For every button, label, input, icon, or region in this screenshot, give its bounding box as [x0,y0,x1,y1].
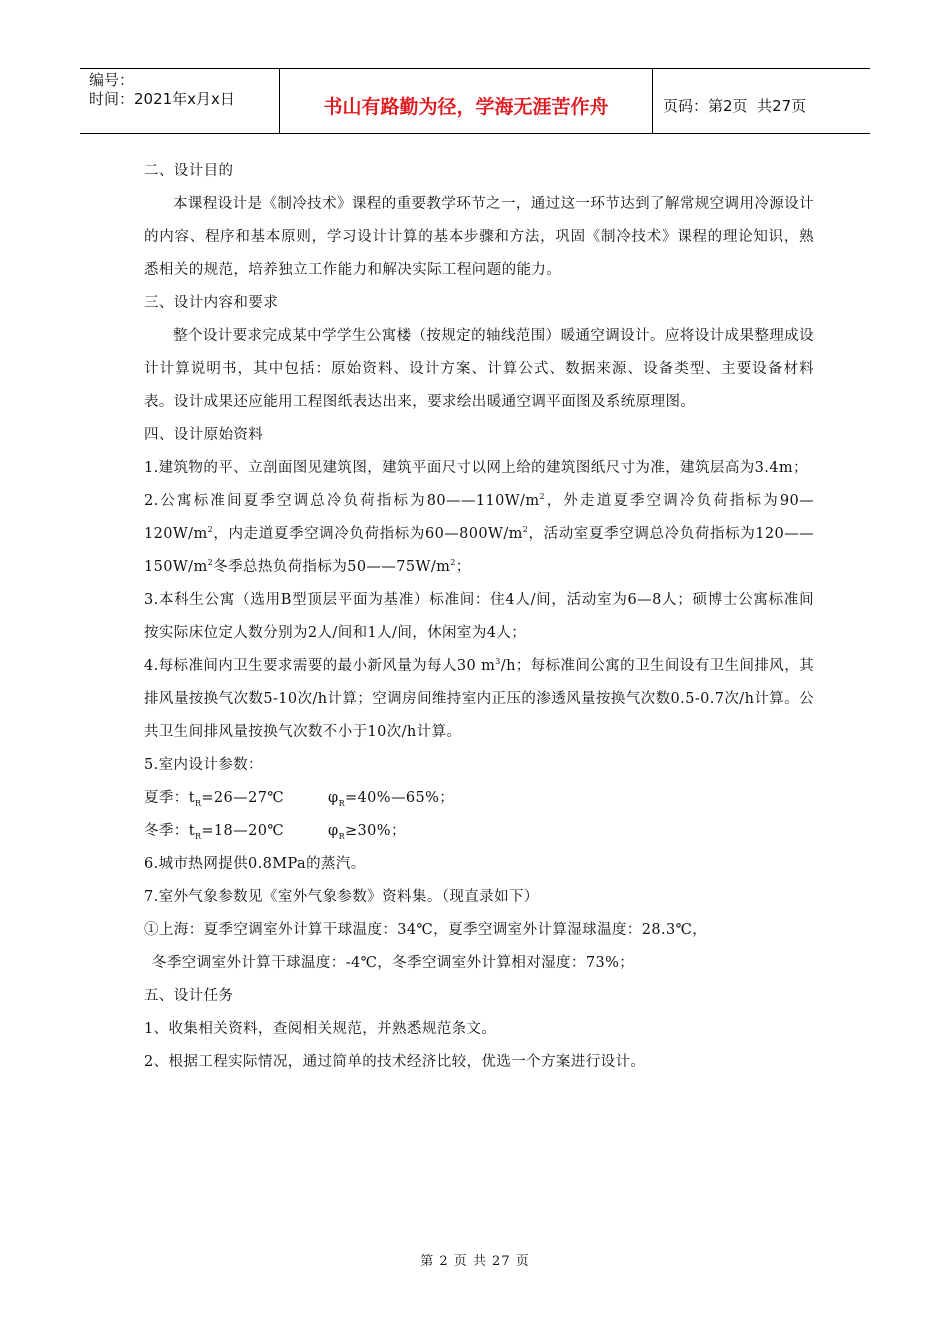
section-heading-raw-data: 四、设计原始资料 [144,427,264,443]
raw-data-item-5: 5.室内设计参数： [144,757,263,773]
summer-humidity: $\varphi_R=40\%—65\%$； [328,790,455,808]
page-number-label: 页码：第2页 共27页 [663,96,807,115]
raw-data-item-4: 4.每标准间内卫生要求需要的最小新风量为每人30 $m^3/h$；每标准间公寓的卫生间设有卫生间排风，其排风量按换气次数5-10次/h计算；空调房间维持室内正压的渗透风量按换气次数0.5-0.7次/h计算。公共卫生间排风量按换气次数不小于10次/h计算。 [144,657,814,740]
page-footer: 第 2 页 共 27 页 [420,1254,530,1269]
summer-parameters [144,782,814,815]
section-heading-content: 三、设计内容和要求 [144,295,279,311]
raw-data-item-2: 2.公寓标准间夏季空调总冷负荷指标为$80——110W/m^2$，外走道夏季空调冷负荷指标为$90—120W/m^2$，内走道夏季空调冷负荷指标为$60—800W/m^2$，活动室夏季空调总冷负荷指标为$120——150W/m^2$冬季总热负荷指标为$50——75W/m^2$； [144,492,815,575]
section-heading-tasks: 五、设计任务 [144,988,234,1004]
summer-temperature: 夏季：$t_R=26—27℃$ [144,790,284,808]
document-number-label: 编号： [89,71,135,89]
header-page-cell [653,69,870,133]
task-item-1: 1、收集相关资料，查阅相关规范，并熟悉规范条文。 [144,1021,497,1037]
raw-data-item-7: 7.室外气象参数见《室外气象参数》资料集。（现直录如下） [144,889,539,905]
page-header [80,68,870,134]
raw-data-item-3: 3.本科生公寓（选用B型顶层平面为基准）标准间：住4人/间，活动室为6—8人；硕博士公寓标准间按实际床位定人数分别为2人/间和1人/间，休闲室为4人； [144,592,814,641]
winter-temperature: 冬季：$t_R=18—20℃$ [144,823,284,841]
document-time-label: 时间：2021年x月x日 [89,90,235,108]
purpose-paragraph: 本课程设计是《制冷技术》课程的重要教学环节之一，通过这一环节达到了解常规空调用冷源设计的内容、程序和基本原则，学习设计计算的基本步骤和方法，巩固《制冷技术》课程的理论知识，熟悉相关的规范，培养独立工作能力和解决实际工程问题的能力。 [144,196,814,278]
raw-data-item-6: 6.城市热网提供0.8MPa的蒸汽。 [144,856,366,872]
document-body [144,155,814,1079]
winter-humidity: $\varphi_R\ge 30\%$； [328,823,406,841]
task-item-2: 2、根据工程实际情况，通过简单的技术经济比较，优选一个方案进行设计。 [144,1054,646,1070]
shanghai-winter-data: 冬季空调室外计算干球温度：-4℃，冬季空调室外计算相对湿度：73%； [152,955,635,971]
raw-data-item-1: 1.建筑物的平、立剖面图见建筑图，建筑平面尺寸以网上给的建筑图纸尺寸为准，建筑层高为3.4m； [144,460,808,476]
header-info-cell [80,69,280,133]
header-motto: 书山有路勤为径，学海无涯苦作舟 [280,69,653,133]
section-heading-purpose: 二、设计目的 [144,163,234,179]
content-paragraph: 整个设计要求完成某中学学生公寓楼（按规定的轴线范围）暖通空调设计。应将设计成果整理成设计计算说明书，其中包括：原始资料、设计方案、计算公式、数据来源、设备类型、主要设备材料表。设计成果还应能用工程图纸表达出来，要求绘出暖通空调平面图及系统原理图。 [144,328,814,410]
winter-parameters [144,815,814,848]
shanghai-summer-data: ①上海：夏季空调室外计算干球温度：34℃，夏季空调室外计算湿球温度：28.3℃， [144,922,708,938]
